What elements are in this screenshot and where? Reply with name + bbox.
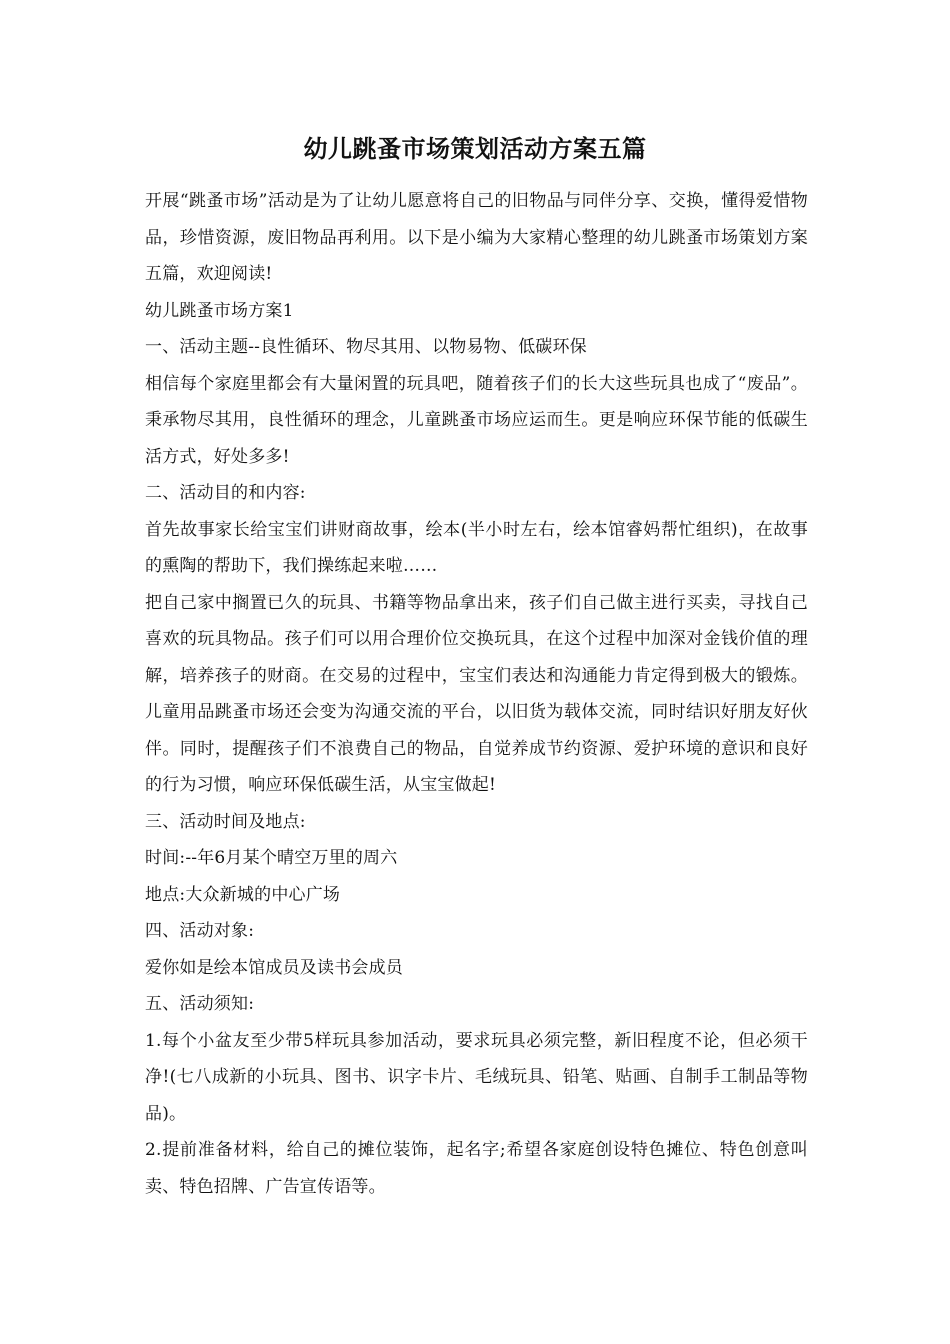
intro-paragraph: 开展“跳蚤市场”活动是为了让幼儿愿意将自己的旧物品与同伴分享、交换，懂得爱惜物品，珍惜资源，废旧物品再利用。以下是小编为大家精心整理的幼儿跳蚤市场策划方案五篇，欢迎阅读! xyxy=(145,191,808,284)
time-line: 时间:--年6月某个晴空万里的周六 xyxy=(145,848,398,868)
purpose-paragraph-1: 首先故事家长给宝宝们讲财商故事，绘本(半小时左右，绘本馆睿妈帮忙组织)，在故事的熏陶的帮助下，我们操练起来啦…… xyxy=(145,519,808,576)
section-heading-plan-1: 幼儿跳蚤市场方案1 xyxy=(145,300,294,321)
theme-paragraph: 相信每个家庭里都会有大量闲置的玩具吧，随着孩子们的长大这些玩具也成了“废品”。秉承物尽其用，良性循环的理念，儿童跳蚤市场应运而生。更是响应环保节能的低碳生活方式，好处多多! xyxy=(145,373,808,467)
heading-notice: 五、活动须知: xyxy=(145,994,255,1014)
heading-participants: 四、活动对象: xyxy=(145,921,255,941)
document-title: 幼儿跳蚤市场策划活动方案五篇 xyxy=(303,134,647,163)
heading-purpose-content: 二、活动目的和内容: xyxy=(145,483,306,503)
place-line: 地点:大众新城的中心广场 xyxy=(145,884,341,905)
heading-time-place: 三、活动时间及地点: xyxy=(145,811,306,832)
purpose-paragraph-2: 把自己家中搁置已久的玩具、书籍等物品拿出来，孩子们自己做主进行买卖，寻找自己喜欢的玩具物品。孩子们可以用合理价位交换玩具，在这个过程中加深对金钱价值的理解，培养孩子的财商。在交易的过程中，宝宝们表达和沟通能力肯定得到极大的锻炼。儿童用品跳蚤市场还会变为沟通交流的平台，以旧货为载体交流，同时结识好朋友好伙伴。同时，提醒孩子们不浪费自己的物品，自觉养成节约资源、爱护环境的意识和良好的行为习惯，响应环保低碳生活，从宝宝做起! xyxy=(145,592,808,795)
document-body xyxy=(145,183,808,1205)
participants-line: 爱你如是绘本馆成员及读书会成员 xyxy=(145,957,403,978)
notice-item-2: 2.提前准备材料，给自己的摊位装饰，起名字;希望各家庭创设特色摊位、特色创意叫卖、特色招牌、广告宣传语等。 xyxy=(145,1140,808,1197)
notice-item-1: 1.每个小盆友至少带5样玩具参加活动，要求玩具必须完整，新旧程度不论，但必须干净!(七八成新的小玩具、图书、识字卡片、毛绒玩具、铅笔、贴画、自制手工制品等物品)。 xyxy=(145,1030,808,1124)
heading-activity-theme: 一、活动主题--良性循环、物尽其用、以物易物、低碳环保 xyxy=(145,337,587,357)
